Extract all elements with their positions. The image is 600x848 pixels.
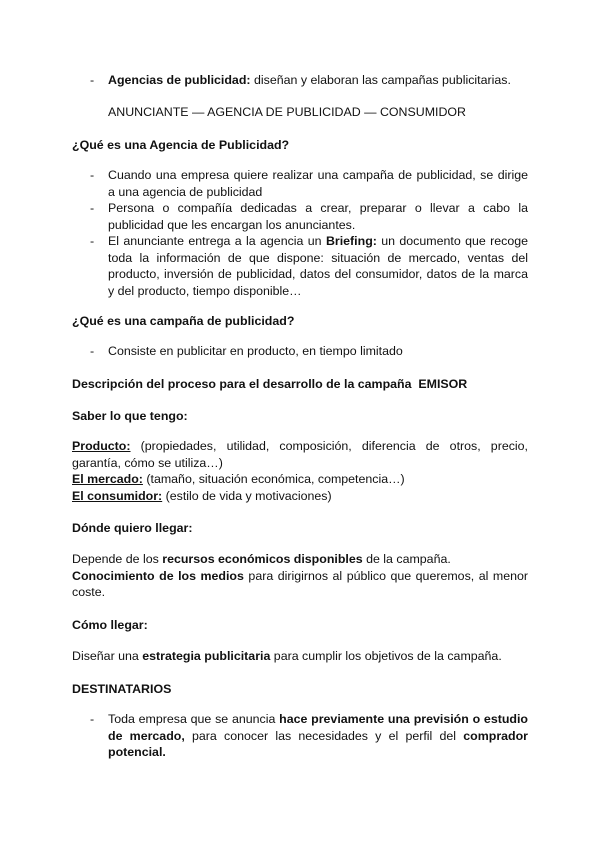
chain-line: ANUNCIANTE — AGENCIA DE PUBLICIDAD — CONSUMIDOR [108,105,467,119]
list-item-bold: comprador potencial. [108,728,528,759]
list-item-text: Persona o compañía dedicadas a crear, preparar o llevar a cabo la publicidad que les encargan los anunciantes. [108,201,528,232]
como-text: Diseñar una [72,649,143,663]
dash-bullet: - [90,168,95,182]
list-item-bold: hace previamente una previsión o estudio de mercado, [108,712,528,743]
term-agencias: Agencias de publicidad: [108,73,251,87]
como-text: para cumplir los objetivos de la campaña. [270,649,502,663]
list-item [72,200,528,233]
donde-text: Depende de los [72,552,163,566]
heading-proceso: Descripción del proceso para el desarrollo de la campaña EMISOR [72,377,468,391]
heading-como: Cómo llegar: [72,618,148,632]
list-item [72,343,528,360]
list-item-text: Toda empresa que se anuncia [108,712,280,726]
list-agencia [72,167,528,299]
definition-agencias: diseñan y elaboran las campañas publicitarias. [250,73,511,87]
heading-saber: Saber lo que tengo: [72,409,188,423]
text-consumidor: (estilo de vida y motivaciones) [162,488,332,503]
saber-paragraph [72,438,528,504]
como-bold: estrategia publicitaria [142,649,271,663]
dash-bullet: - [90,234,95,248]
text-mercado: (tamaño, situación económica, competencia…) [142,472,405,486]
donde-text: para dirigirnos al público que queremos, al menor coste. [72,568,529,599]
list-item-text: Consiste en publicitar en producto, en tiempo limitado [108,344,403,358]
donde-bold: Conocimiento de los medios [72,568,244,583]
list-item [72,72,528,89]
list-item-text: Cuando una empresa quiere realizar una campaña de publicidad, se dirige a una agencia de publicidad [108,168,528,199]
heading-destinatarios: DESTINATARIOS [72,682,172,696]
list-item [72,711,528,761]
dash-bullet: - [90,73,95,87]
donde-bold: recursos económicos disponibles [162,552,363,566]
list-destinatarios [72,711,528,761]
heading-donde: Dónde quiero llegar: [72,521,193,535]
dash-bullet: - [90,201,95,215]
text-producto: (propiedades, utilidad, composición, diferencia de otros, precio, garantía, cómo se utiliza…) [72,439,528,470]
list-campana [72,343,528,360]
list-item-text: para conocer las necesidades y el perfil del [184,728,464,743]
list-item [72,167,528,200]
list-item-text: un documento que recoge toda la información de que dispone: situación de mercado, ventas del producto, inversión de publicidad, datos del consumidor, datos de la marca y del producto, tiempo disponible… [108,234,528,298]
heading-agencia: ¿Qué es una Agencia de Publicidad? [72,138,290,152]
list-item-text: El anunciante entrega a la agencia un [108,234,326,248]
label-consumidor: El consumidor: [72,488,163,503]
list-agencias [72,72,528,89]
donde-paragraph [72,551,528,601]
dash-bullet: - [90,344,95,358]
dash-bullet: - [90,712,95,726]
label-producto: Producto: [72,439,131,453]
donde-text: de la campaña. [362,552,451,566]
label-mercado: El mercado: [72,472,143,486]
list-item [72,233,528,299]
term-briefing: Briefing: [325,234,377,248]
como-paragraph [72,648,528,665]
heading-campana: ¿Qué es una campaña de publicidad? [72,314,295,328]
